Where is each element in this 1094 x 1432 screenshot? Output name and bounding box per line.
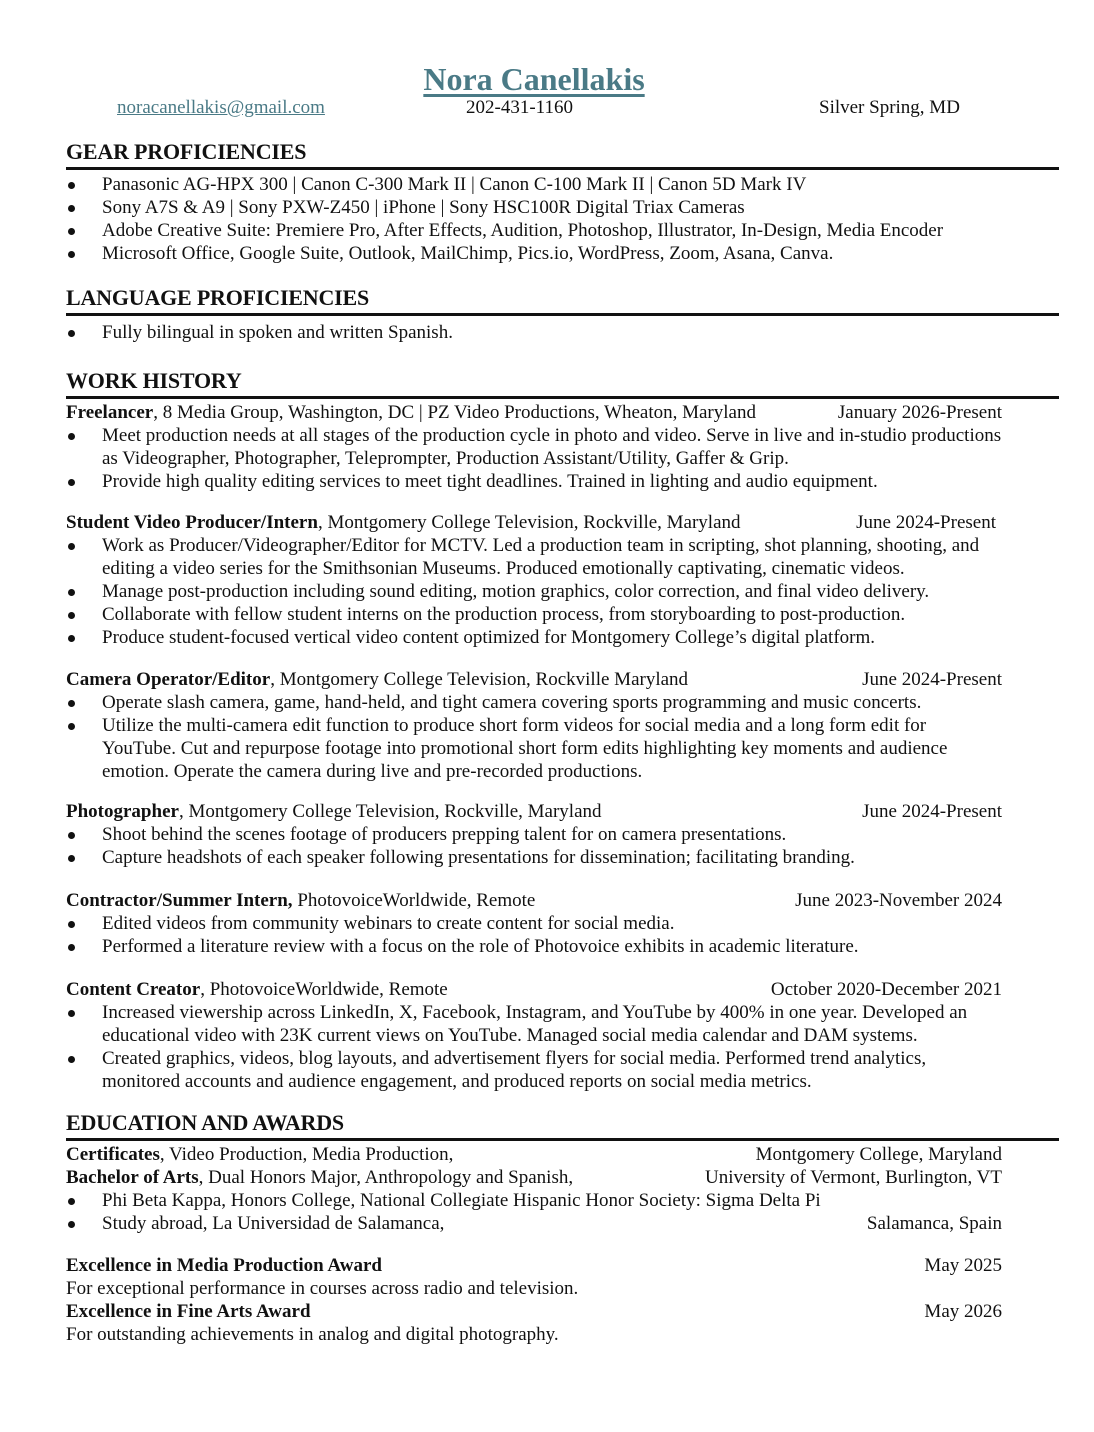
list-item: Microsoft Office, Google Suite, Outlook, MailChimp, Pics.io, WordPress, Zoom, Asana, Canva. xyxy=(66,242,1066,265)
award-name: Excellence in Fine Arts Award xyxy=(66,1301,311,1322)
job-org: , PhotovoiceWorldwide, Remote xyxy=(200,979,448,1000)
list-item: Performed a literature review with a focus on the role of Photovoice exhibits in academic literature. xyxy=(66,935,1066,958)
list-item: Adobe Creative Suite: Premiere Pro, After Effects, Audition, Photoshop, Illustrator, In-Design, Media Encoder xyxy=(66,219,1066,242)
phone-number: 202-431-1160 xyxy=(466,97,573,118)
job-date: June 2024-Present xyxy=(856,512,996,533)
list-item: Phi Beta Kappa, Honors College, National Collegiate Hispanic Honor Society: Sigma Delta Pi xyxy=(66,1189,1066,1212)
list-item: Operate slash camera, game, hand-held, and tight camera covering sports programming and music concerts. xyxy=(66,691,1066,714)
gear-list xyxy=(66,173,1066,265)
awards-block xyxy=(66,1254,1066,1346)
list-item: Produce student-focused vertical video content optimized for Montgomery College’s digital platform. xyxy=(66,626,1066,649)
award-desc: For outstanding achievements in analog and digital photography. xyxy=(66,1324,559,1345)
list-item: Manage post-production including sound editing, motion graphics, color correction, and final video delivery. xyxy=(66,580,1066,603)
job-photographer xyxy=(66,800,1066,869)
degree-label: Bachelor of Arts xyxy=(66,1167,199,1188)
list-item: Collaborate with fellow student interns on the production process, from storyboarding to post-production. xyxy=(66,603,1066,626)
job-role: Camera Operator/Editor xyxy=(66,669,271,690)
job-contractor xyxy=(66,889,1066,958)
list-item: Edited videos from community webinars to create content for social media. xyxy=(66,912,1066,935)
list-item: Utilize the multi-camera edit function to produce short form videos for social media and a long form edit for YouTube. Cut and repurpose footage into promotional short form edits highlighting key moments and audience emotion. Operate the camera during live and pre-recorded productions. xyxy=(66,714,1002,783)
list-item: Capture headshots of each speaker following presentations for dissemination; facilitating branding. xyxy=(66,846,1066,869)
location: Silver Spring, MD xyxy=(819,97,960,118)
award-date: May 2025 xyxy=(924,1255,1002,1276)
job-date: June 2024-Present xyxy=(862,669,1002,690)
abroad-place: Salamanca, Spain xyxy=(866,1213,1002,1234)
degree-text: , Dual Honors Major, Anthropology and Spanish, xyxy=(198,1167,574,1188)
job-role: Photographer xyxy=(66,801,179,822)
email-link[interactable]: noracanellakis@gmail.com xyxy=(117,97,325,118)
job-org: PhotovoiceWorldwide, Remote xyxy=(292,890,536,911)
language-list xyxy=(66,321,1066,344)
list-item xyxy=(66,1212,1066,1235)
job-org: , 8 Media Group, Washington, DC | PZ Video Productions, Wheaton, Maryland xyxy=(153,402,756,423)
job-org: , Montgomery College Television, Rockville, Maryland xyxy=(178,801,602,822)
cert-place: Montgomery College, Maryland xyxy=(755,1144,1002,1165)
job-freelancer xyxy=(66,401,1066,493)
candidate-name: Nora Canellakis xyxy=(423,61,645,97)
section-title-work: WORK HISTORY xyxy=(66,367,1059,399)
list-item: Shoot behind the scenes footage of producers prepping talent for on camera presentations. xyxy=(66,823,1066,846)
job-org: , Montgomery College Television, Rockville Maryland xyxy=(270,669,689,690)
degree-place: University of Vermont, Burlington, VT xyxy=(705,1167,1002,1188)
job-student-producer xyxy=(66,511,1066,649)
job-role: Content Creator xyxy=(66,979,201,1000)
list-item: Created graphics, videos, blog layouts, and advertisement flyers for social media. Performed trend analytics, monitored accounts and audience engagement, and produced reports on social media metrics. xyxy=(66,1047,1002,1093)
abroad-text: Study abroad, La Universidad de Salamanca, xyxy=(102,1213,445,1234)
list-item: Work as Producer/Videographer/Editor for MCTV. Led a production team in scripting, shot planning, shooting, and editing a video series for the Smithsonian Museums. Produced emotionally captivating, cinematic videos. xyxy=(66,534,1002,580)
job-date: October 2020-December 2021 xyxy=(770,979,1002,1000)
list-item: Provide high quality editing services to meet tight deadlines. Trained in lighting and audio equipment. xyxy=(66,470,1066,493)
section-title-language: LANGUAGE PROFICIENCIES xyxy=(66,284,1059,316)
list-item: Sony A7S & A9 | Sony PXW-Z450 | iPhone | Sony HSC100R Digital Triax Cameras xyxy=(66,196,1066,219)
cert-label: Certificates xyxy=(66,1144,160,1165)
list-item: Fully bilingual in spoken and written Spanish. xyxy=(66,321,1066,344)
job-role: Student Video Producer/Intern xyxy=(66,512,318,533)
job-date: January 2026-Present xyxy=(837,402,1002,423)
section-title-gear: GEAR PROFICIENCIES xyxy=(66,138,1059,170)
award-desc: For exceptional performance in courses across radio and television. xyxy=(66,1278,579,1299)
job-content-creator xyxy=(66,978,1066,1093)
job-role: Freelancer xyxy=(66,402,154,423)
job-camera-operator xyxy=(66,668,1066,783)
job-role: Contractor/Summer Intern, xyxy=(66,890,293,911)
award-name: Excellence in Media Production Award xyxy=(66,1255,382,1276)
education-block xyxy=(66,1143,1066,1235)
list-item: Meet production needs at all stages of the production cycle in photo and video. Serve in live and in-studio productions as Videographer, Photographer, Teleprompter, Production Assistant/Utility, Gaffer & Grip. xyxy=(66,424,1002,470)
job-date: June 2023-November 2024 xyxy=(795,890,1002,911)
cert-text: , Video Production, Media Production, xyxy=(159,1144,454,1165)
list-item: Panasonic AG-HPX 300 | Canon C-300 Mark II | Canon C-100 Mark II | Canon 5D Mark IV xyxy=(66,173,1066,196)
list-item: Increased viewership across LinkedIn, X, Facebook, Instagram, and YouTube by 400% in one year. Developed an educational video with 23K current views on YouTube. Managed social media calendar and DAM systems. xyxy=(66,1001,1002,1047)
section-title-education: EDUCATION AND AWARDS xyxy=(66,1109,1059,1141)
job-org: , Montgomery College Television, Rockville, Maryland xyxy=(317,512,741,533)
award-date: May 2026 xyxy=(924,1301,1002,1322)
job-date: June 2024-Present xyxy=(862,801,1002,822)
